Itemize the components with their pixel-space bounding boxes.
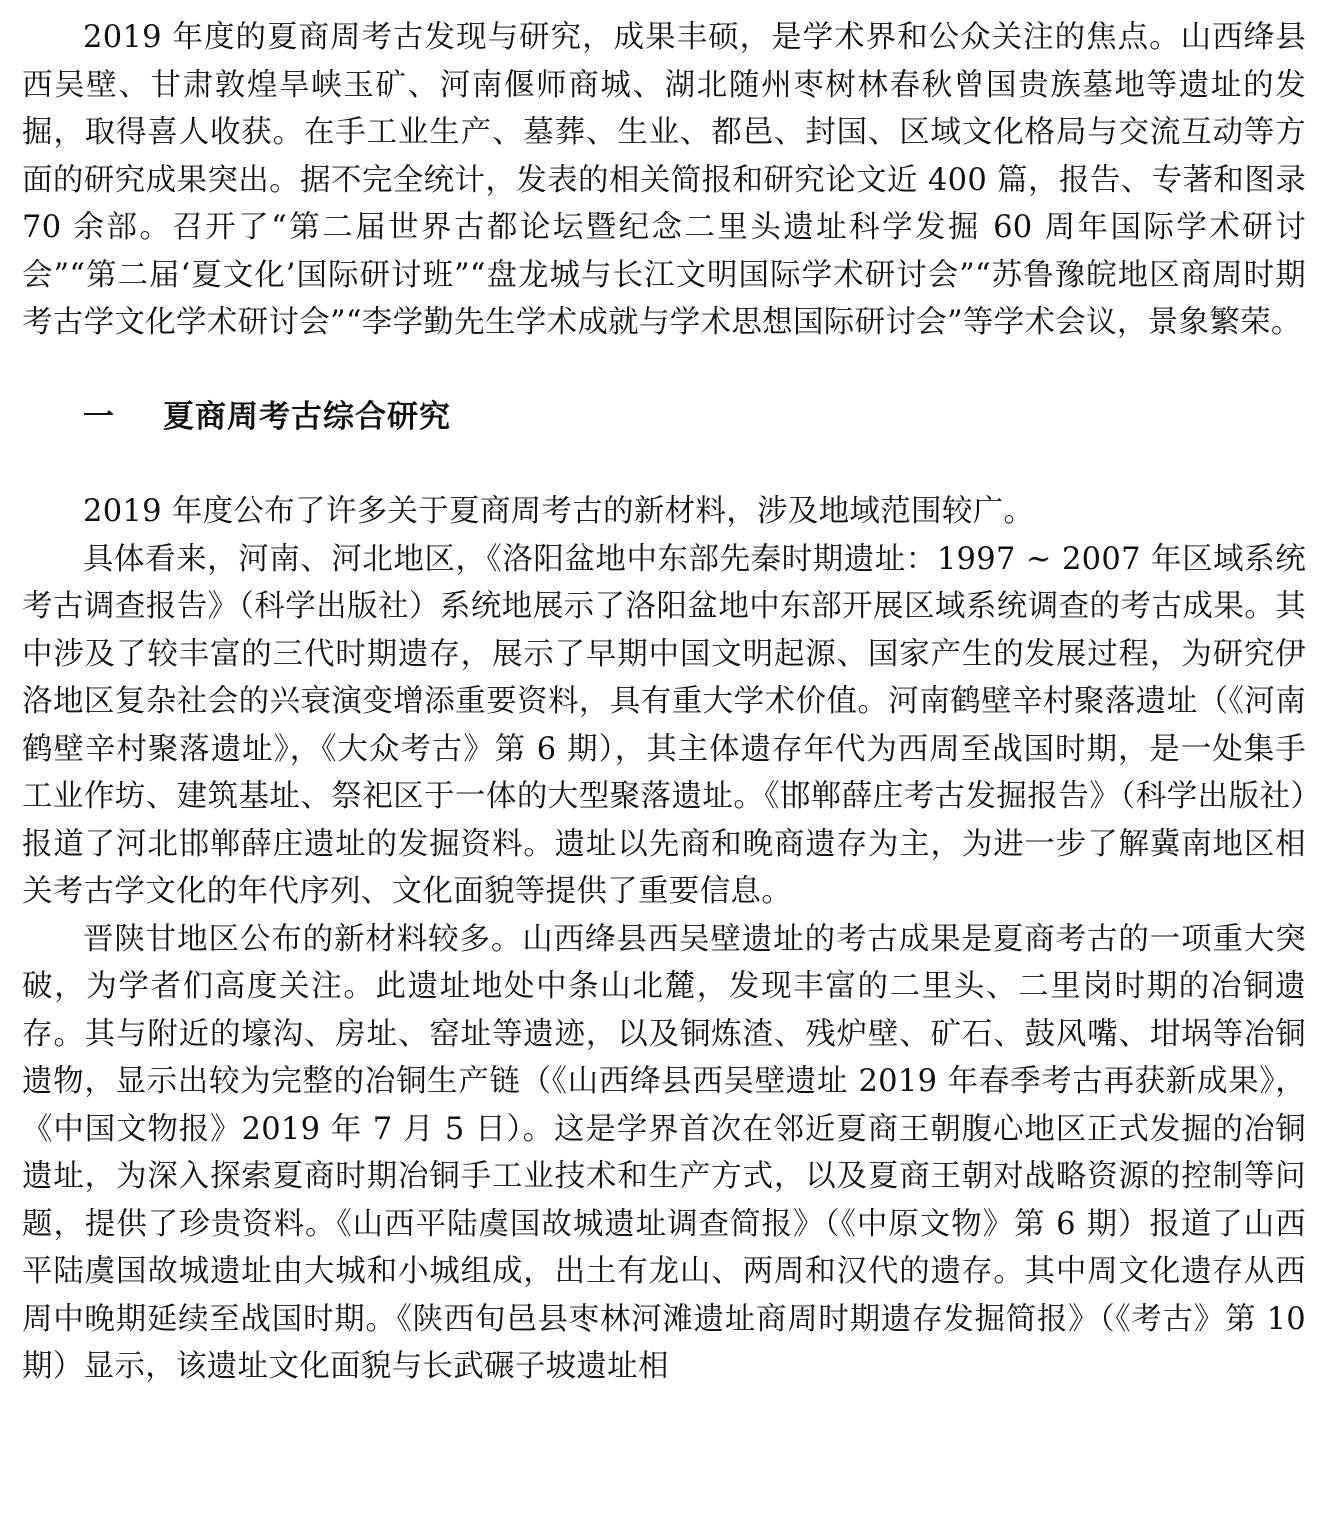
document-page xyxy=(22,14,1306,1391)
intro-paragraph: 2019 年度的夏商周考古发现与研究，成果丰硕，是学术界和公众关注的焦点。山西绛县西吴壁、甘肃敦煌旱峡玉矿、河南偃师商城、湖北随州枣树林春秋曾国贵族墓地等遗址的发掘，取得喜人收获。在手工业生产、墓葬、生业、都邑、封国、区域文化格局与交流互动等方面的研究成果突出。据不完全统计，发表的相关简报和研究论文近 400 篇，报告、专著和图录 70 余部。召开了“第二届世界古都论坛暨纪念二里头遗址科学发掘 60 周年国际学术研讨会”“第二届‘夏文化’国际研讨班”“盘龙城与长江文明国际学术研讨会”“苏鲁豫皖地区商周时期考古学文化学术研讨会”“李学勤先生学术成就与学术思想国际研讨会”等学术会议，景象繁荣。 xyxy=(22,20,1306,340)
section-number: 一 xyxy=(83,398,115,435)
body-paragraph: 晋陕甘地区公布的新材料较多。山西绛县西吴壁遗址的考古成果是夏商考古的一项重大突破，为学者们高度关注。此遗址地处中条山北麓，发现丰富的二里头、二里岗时期的冶铜遗存。其与附近的壕沟、房址、窑址等遗迹，以及铜炼渣、残炉壁、矿石、鼓风嘴、坩埚等冶铜遗物，显示出较为完整的冶铜生产链（《山西绛县西吴壁遗址 2019 年春季考古再获新成果》，《中国文物报》2019 年 7 月 5 日）。这是学界首次在邻近夏商王朝腹心地区正式发掘的冶铜遗址，为深入探索夏商时期冶铜手工业技术和生产方式，以及夏商王朝对战略资源的控制等问题，提供了珍贵资料。《山西平陆虞国故城遗址调查简报》（《中原文物》第 6 期）报道了山西平陆虞国故城遗址由大城和小城组成，出土有龙山、两周和汉代的遗存。其中周文化遗存从西周中晚期延续至战国时期。《陕西旬邑县枣林河滩遗址商周时期遗存发掘简报》（《考古》第 10 期）显示，该遗址文化面貌与长武碾子坡遗址相 xyxy=(22,921,1306,1384)
body-paragraph: 2019 年度公布了许多关于夏商周考古的新材料，涉及地域范围较广。 xyxy=(83,494,1035,529)
section-title: 夏商周考古综合研究 xyxy=(163,398,451,435)
spacer xyxy=(22,347,1306,394)
section-heading xyxy=(22,394,1306,442)
body-paragraph: 具体看来，河南、河北地区，《洛阳盆地中东部先秦时期遗址：1997 ~ 2007 年区域系统考古调查报告》（科学出版社）系统地展示了洛阳盆地中东部开展区域系统调查的考古成果。其中涉及了较丰富的三代时期遗存，展示了早期中国文明起源、国家产生的发展过程，为研究伊洛地区复杂社会的兴衰演变增添重要资料，具有重大学术价值。河南鹤壁辛村聚落遗址（《河南鹤壁辛村聚落遗址》，《大众考古》第 6 期），其主体遗存年代为西周至战国时期，是一处集手工业作坊、建筑基址、祭祀区于一体的大型聚落遗址。《邯郸薛庄考古发掘报告》（科学出版社）报道了河北邯郸薛庄遗址的发掘资料。遗址以先商和晚商遗存为主，为进一步了解冀南地区相关考古学文化的年代序列、文化面貌等提供了重要信息。 xyxy=(22,541,1306,909)
spacer xyxy=(22,441,1306,488)
